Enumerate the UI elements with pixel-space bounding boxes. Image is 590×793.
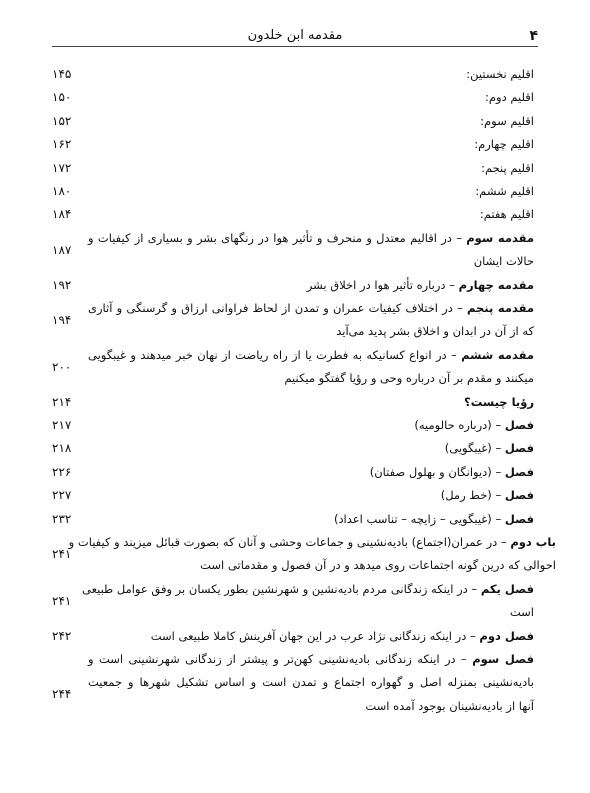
toc-entry-title: میکنند و مقدم بر آن درباره وحی و رؤیا گفتگو میکنیم (284, 371, 534, 386)
toc-entry-title: – در اقالیم معتدل و منحرف و تأثیر هوا در رنگهای بشر و بسیاری از کیفیات و (88, 230, 467, 245)
toc-line (52, 359, 538, 389)
toc-entry-title: – در عمران(اجتماع) بادیه‌نشینی و جماعات وحشی و آنان که بصورت قبائل میزیند و کیفیات و (68, 535, 511, 549)
page-number: ۴ (529, 28, 538, 44)
toc-entry-title: – (درباره حالومیه) (414, 418, 505, 432)
toc-entry-text (88, 390, 534, 414)
toc-line (52, 670, 538, 693)
toc-entry-text (88, 179, 534, 203)
toc-entry-text (88, 62, 534, 86)
toc-entry-heading: مقدمه سوم (466, 230, 534, 245)
toc-page-number: ۲۰۰ (52, 359, 72, 374)
toc-entry-text (88, 670, 534, 694)
toc-page-number: ۲۴۲ (52, 628, 72, 643)
toc-line (52, 202, 538, 225)
toc-entry-heading: فصل (504, 464, 534, 479)
toc-entry-text (88, 600, 534, 624)
toc-entry-text (88, 553, 556, 577)
toc-entry-text (88, 460, 534, 484)
toc-line (52, 413, 538, 436)
toc-entry-text (88, 647, 534, 671)
toc-entry-title: احوالی که درین گونه اجتماعات روی میدهد و در آن فصول و مقدماتی است (200, 558, 556, 573)
toc-entry-text (68, 530, 556, 554)
toc-entry-heading: باب دوم (510, 535, 556, 549)
toc-line (52, 296, 538, 319)
toc-entry-text (88, 249, 534, 273)
toc-entry-text (88, 694, 534, 718)
toc-line (52, 546, 556, 576)
toc-line (52, 156, 538, 179)
toc-entry-text (88, 109, 534, 133)
toc-entry-title: اقلیم هفتم: (479, 207, 534, 222)
toc-line (52, 436, 538, 459)
toc-line (52, 647, 538, 670)
toc-line (52, 226, 538, 249)
toc-line (52, 85, 538, 108)
toc-entry-title: – در اینکه زندگانی بادیه‌نشینی کهن‌تر و پیشتر از زندگانی شهرنشینی است و (88, 652, 473, 666)
toc-line (52, 132, 538, 155)
toc-page-number: ۲۱۸ (52, 441, 72, 456)
toc-line (52, 624, 538, 647)
toc-entry-title: است (509, 605, 534, 620)
toc-line (52, 483, 538, 506)
toc-entry-text (88, 507, 534, 531)
toc-entry-heading: فصل (504, 488, 534, 503)
toc-page-number: ۱۵۰ (52, 90, 72, 105)
toc-page-number: ۲۴۱ (52, 546, 72, 561)
toc-entry-heading: مقدمه چهارم (458, 277, 534, 292)
toc-entry-text (88, 132, 534, 156)
toc-entry-text (88, 366, 534, 390)
toc-entry-title: – درباره تأثیر هوا در اخلاق بشر (306, 277, 459, 292)
toc-page-number: ۱۷۲ (52, 160, 72, 175)
toc-page-number: ۱۸۴ (52, 207, 72, 222)
toc-entry-heading: فصل دوم (479, 628, 534, 643)
toc-entry-text (88, 343, 534, 367)
toc-line (52, 507, 538, 530)
toc-entry-text (88, 436, 534, 460)
toc-entry-title: حالات ایشان (473, 254, 534, 269)
toc-entry-text (88, 483, 534, 507)
toc-entry-heading: رؤیا چیست؟ (464, 394, 534, 409)
toc-page-number: ۱۴۵ (52, 67, 72, 81)
toc-entry-title: – در اینکه زندگانی مردم بادیه‌نشین و شهرنشین بطور یکسان بر وفق عوامل طبیعی (81, 581, 481, 596)
toc-entry-heading: فصل (504, 418, 534, 432)
toc-line (52, 460, 538, 483)
toc-entry-title: بادیه‌نشینی بمنزله اصل و گهواره اجتماع و تمدن است و اساس تشکیل شهرها و جمعیت (88, 675, 534, 690)
toc-entry-text (88, 413, 534, 437)
toc-entry-title: – در انواع کسانیکه به فطرت یا از راه ریاضت از نهان خبر میدهند و غیبگویی (88, 347, 462, 362)
toc-line (52, 593, 538, 623)
toc-entry-text (88, 85, 534, 109)
toc-page-number: ۲۲۷ (52, 488, 72, 503)
toc-page-number: ۱۸۷ (52, 242, 72, 257)
toc-entry-title: اقلیم پنجم: (481, 160, 534, 175)
toc-entry-text (88, 156, 534, 180)
toc-line (52, 577, 538, 600)
toc-entry-title: اقلیم چهارم: (474, 137, 534, 152)
toc-page-number: ۱۹۲ (52, 277, 72, 292)
toc-page-number: ۲۴۱ (52, 593, 72, 608)
toc-entry-title: اقلیم دوم: (485, 90, 534, 105)
toc-entry-title: اقلیم ششم: (475, 184, 534, 198)
toc-page-number: ۲۳۲ (52, 511, 72, 526)
toc-entry-heading: فصل یکم (480, 581, 534, 596)
toc-page-number: ۱۸۰ (52, 184, 72, 198)
toc-entry-text (88, 202, 534, 226)
toc-entry-title: – (غیبگویی – زایچه – تناسب اعداد) (333, 511, 505, 526)
toc-page-number: ۱۹۴ (52, 312, 72, 327)
toc-page-number: ۲۱۷ (52, 418, 72, 432)
toc-page-number: ۲۱۴ (52, 394, 72, 409)
toc-entry-text (81, 577, 534, 601)
toc-entry-text (88, 319, 534, 343)
toc-entry-text (88, 296, 534, 320)
toc-entry-title: – در اینکه زندگانی نژاد عرب در این جهان آفرینش کاملا طبیعی است (150, 628, 480, 643)
toc-entry-title: – (دیوانگان و بهلول صفتان) (369, 464, 505, 479)
toc-entry-heading: فصل (504, 511, 534, 526)
toc-line (52, 62, 538, 85)
toc-entry-title: – (غیبگویی) (444, 441, 505, 456)
toc-entry-text (88, 226, 534, 250)
toc-line (52, 179, 538, 202)
toc-entry-text (88, 624, 534, 648)
toc-entry-heading: فصل (504, 441, 534, 456)
toc-entry-heading: مقدمه پنجم (467, 301, 534, 315)
toc-entry-title: – در اختلاف کیفیات عمران و تمدن از لحاظ فراوانی ارزاق و گرسنگی و آثاری (88, 301, 467, 315)
toc-entry-text (88, 273, 534, 297)
toc-entry-title: اقلیم سوم: (480, 113, 534, 128)
toc-line (52, 109, 538, 132)
toc-line (52, 390, 538, 413)
running-header (52, 26, 538, 47)
toc-line (52, 312, 538, 342)
toc-page-number: ۱۶۲ (52, 137, 72, 152)
toc-entry-heading: مقدمه ششم (461, 347, 534, 362)
toc-entry-title: که از آن در ابدان و اخلاق بشر پدید می‌آید (336, 324, 534, 339)
toc-line (52, 530, 556, 553)
toc-page-number: ۲۴۴ (52, 687, 72, 702)
toc-line (52, 242, 538, 272)
toc-page-number: ۱۵۲ (52, 113, 72, 128)
toc-line (52, 687, 538, 717)
toc-entry-title: اقلیم نخستین: (466, 67, 534, 81)
toc-entry-title: آنها از بادیه‌نشینان بوجود آمده است (365, 698, 534, 713)
toc-line (52, 273, 538, 296)
toc-entry-heading: فصل سوم (472, 652, 534, 666)
toc-entry-title: – (خط رمل) (440, 488, 505, 503)
book-title: مقدمه ابن خلدون (247, 28, 343, 43)
toc-line (52, 343, 538, 366)
toc-page-number: ۲۲۶ (52, 464, 72, 479)
